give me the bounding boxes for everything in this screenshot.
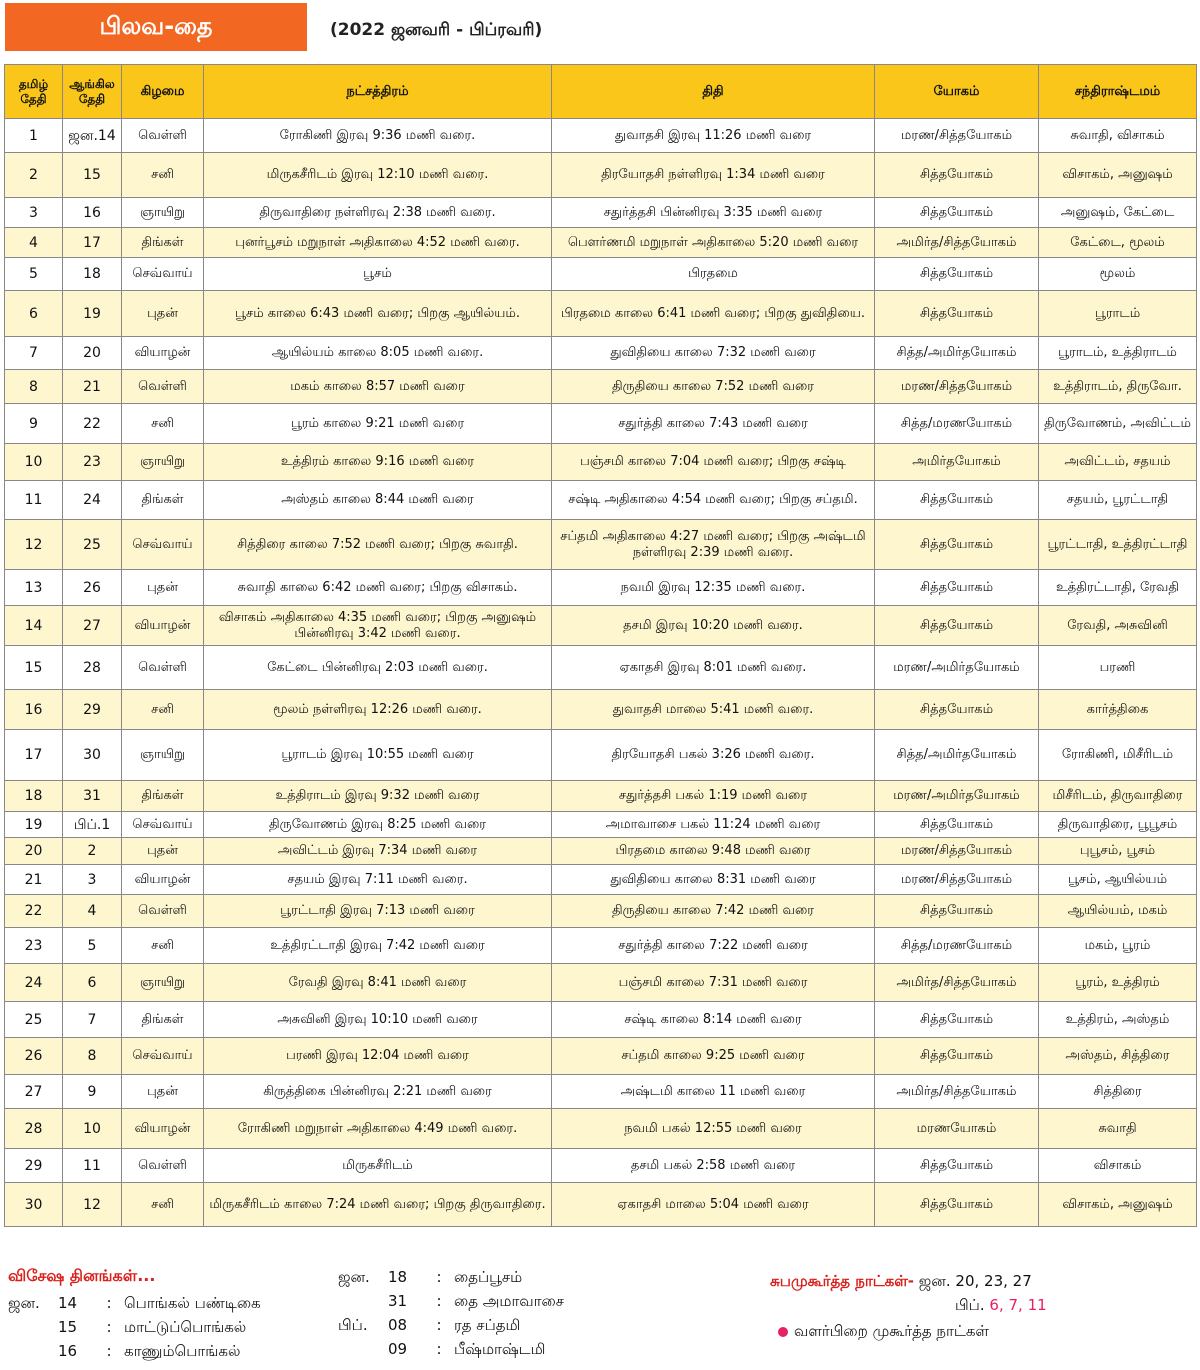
cell-yogam: சித்தயோகம் [875, 258, 1039, 291]
cell-weekday: சனி [122, 1183, 204, 1227]
cell-weekday: புதன் [122, 570, 204, 606]
cell-yogam: அமிர்த/சித்தயோகம் [875, 1075, 1039, 1109]
col-header-tithi: திதி [552, 65, 875, 119]
cell-weekday: புதன் [122, 291, 204, 337]
cell-nakshatra: ஆயில்யம் காலை 8:05 மணி வரை. [204, 337, 552, 370]
auspicious-days [770, 1272, 1032, 1292]
cell-tithi: அமாவாசை பகல் 11:24 மணி வரை [552, 812, 875, 838]
table-row [5, 570, 1197, 606]
cell-nakshatra: மிருகசீரிடம் [204, 1149, 552, 1183]
cell-tamil-date: 8 [5, 370, 63, 404]
cell-nakshatra: பூரம் காலை 9:21 மணி வரை [204, 404, 552, 444]
cell-yogam: சித்தயோகம் [875, 606, 1039, 646]
cell-tamil-date: 5 [5, 258, 63, 291]
table-row [5, 964, 1197, 1002]
cell-yogam: சித்த/மரணயோகம் [875, 404, 1039, 444]
auspicious-jan-prefix: ஜன. [918, 1272, 951, 1290]
cell-tamil-date: 4 [5, 228, 63, 258]
cell-chandrashtamam: பூசம், ஆயில்யம் [1039, 865, 1197, 895]
cell-nakshatra: சதயம் இரவு 7:11 மணி வரை. [204, 865, 552, 895]
cell-tithi: சதுர்த்தி காலை 7:43 மணி வரை [552, 404, 875, 444]
cell-nakshatra: மிருகசீரிடம் இரவு 12:10 மணி வரை. [204, 153, 552, 198]
cell-chandrashtamam: மிசீரிடம், திருவாதிரை [1039, 781, 1197, 812]
table-row [5, 781, 1197, 812]
cell-weekday: செவ்வாய் [122, 520, 204, 570]
cell-tithi: பஞ்சமி காலை 7:04 மணி வரை; பிறகு சஷ்டி [552, 444, 875, 481]
cell-tithi: சப்தமி அதிகாலை 4:27 மணி வரை; பிறகு அஷ்டமி நள்ளிரவு 2:39 மணி வரை. [552, 520, 875, 570]
cell-weekday: சனி [122, 404, 204, 444]
special-day-date: 09 [388, 1340, 408, 1358]
cell-chandrashtamam: திருவாதிரை, பூபூசம் [1039, 812, 1197, 838]
cell-weekday: வியாழன் [122, 337, 204, 370]
cell-tamil-date: 1 [5, 119, 63, 153]
table-row [5, 481, 1197, 520]
cell-chandrashtamam: மகம், பூரம் [1039, 928, 1197, 964]
special-day-item [338, 1268, 522, 1288]
cell-english-date: 28 [63, 646, 122, 690]
cell-nakshatra: அவிட்டம் இரவு 7:34 மணி வரை [204, 838, 552, 865]
cell-weekday: ஞாயிறு [122, 444, 204, 481]
cell-tithi: சஷ்டி அதிகாலை 4:54 மணி வரை; பிறகு சப்தமி. [552, 481, 875, 520]
col-header-chandrashtamam: சந்திராஷ்டமம் [1039, 65, 1197, 119]
table-row [5, 730, 1197, 781]
cell-chandrashtamam: அனுஷம், கேட்டை [1039, 198, 1197, 228]
cell-weekday: திங்கள் [122, 228, 204, 258]
cell-yogam: சித்தயோகம் [875, 1149, 1039, 1183]
cell-tamil-date: 28 [5, 1109, 63, 1149]
special-day-sep: : [436, 1340, 442, 1358]
cell-tamil-date: 9 [5, 404, 63, 444]
cell-english-date: 30 [63, 730, 122, 781]
cell-tithi: நவமி பகல் 12:55 மணி வரை [552, 1109, 875, 1149]
cell-yogam: சித்தயோகம் [875, 481, 1039, 520]
cell-tamil-date: 30 [5, 1183, 63, 1227]
cell-tamil-date: 3 [5, 198, 63, 228]
cell-tithi: சதுர்த்தசி பின்னிரவு 3:35 மணி வரை [552, 198, 875, 228]
cell-tamil-date: 6 [5, 291, 63, 337]
cell-tithi: பௌர்ணமி மறுநாள் அதிகாலை 5:20 மணி வரை [552, 228, 875, 258]
cell-chandrashtamam: அவிட்டம், சதயம் [1039, 444, 1197, 481]
cell-yogam: மரண/சித்தயோகம் [875, 370, 1039, 404]
cell-yogam: அமிர்த/சித்தயோகம் [875, 228, 1039, 258]
col-header-yogam: யோகம் [875, 65, 1039, 119]
cell-nakshatra: கிருத்திகை பின்னிரவு 2:21 மணி வரை [204, 1075, 552, 1109]
cell-english-date: 16 [63, 198, 122, 228]
table-row [5, 1075, 1197, 1109]
cell-chandrashtamam: புபூசம், பூசம் [1039, 838, 1197, 865]
table-row [5, 838, 1197, 865]
cell-nakshatra: அஸ்தம் காலை 8:44 மணி வரை [204, 481, 552, 520]
col-header-weekday: கிழமை [122, 65, 204, 119]
cell-nakshatra: மிருகசீரிடம் காலை 7:24 மணி வரை; பிறகு திருவாதிரை. [204, 1183, 552, 1227]
cell-chandrashtamam: பூராடம் [1039, 291, 1197, 337]
table-body [5, 119, 1197, 1227]
cell-english-date: 22 [63, 404, 122, 444]
table-row [5, 404, 1197, 444]
special-days-heading: விசேஷ தினங்கள்... [8, 1266, 156, 1285]
cell-chandrashtamam: உத்திரட்டாதி, ரேவதி [1039, 570, 1197, 606]
special-day-sep: : [436, 1316, 442, 1334]
cell-chandrashtamam: உத்திராடம், திருவோ. [1039, 370, 1197, 404]
cell-english-date: 19 [63, 291, 122, 337]
cell-tamil-date: 26 [5, 1038, 63, 1075]
cell-yogam: மரண/அமிர்தயோகம் [875, 781, 1039, 812]
cell-chandrashtamam: பூரட்டாதி, உத்திரட்டாதி [1039, 520, 1197, 570]
table-row [5, 646, 1197, 690]
auspicious-days-label: சுபமுகூர்த்த நாட்கள்- [770, 1272, 915, 1290]
cell-english-date: 31 [63, 781, 122, 812]
cell-weekday: வெள்ளி [122, 370, 204, 404]
cell-nakshatra: திருவாதிரை நள்ளிரவு 2:38 மணி வரை. [204, 198, 552, 228]
cell-tithi: சதுர்த்தி காலை 7:22 மணி வரை [552, 928, 875, 964]
special-day-item [8, 1318, 246, 1338]
cell-nakshatra: கேட்டை பின்னிரவு 2:03 மணி வரை. [204, 646, 552, 690]
cell-english-date: 2 [63, 838, 122, 865]
cell-chandrashtamam: விசாகம், அனுஷம் [1039, 1183, 1197, 1227]
table-row [5, 865, 1197, 895]
special-day-sep: : [436, 1292, 442, 1310]
cell-nakshatra: பூராடம் இரவு 10:55 மணி வரை [204, 730, 552, 781]
cell-nakshatra: பூசம் [204, 258, 552, 291]
table-row [5, 1149, 1197, 1183]
cell-nakshatra: பரணி இரவு 12:04 மணி வரை [204, 1038, 552, 1075]
cell-tamil-date: 16 [5, 690, 63, 730]
cell-tamil-date: 14 [5, 606, 63, 646]
cell-chandrashtamam: பூரம், உத்திரம் [1039, 964, 1197, 1002]
cell-english-date: 25 [63, 520, 122, 570]
cell-english-date: 23 [63, 444, 122, 481]
cell-yogam: சித்தயோகம் [875, 291, 1039, 337]
cell-chandrashtamam: பூராடம், உத்திராடம் [1039, 337, 1197, 370]
legend-text: வளர்பிறை முகூர்த்த நாட்கள் [794, 1322, 989, 1340]
special-day-item [338, 1292, 564, 1312]
cell-yogam: சித்தயோகம் [875, 570, 1039, 606]
cell-nakshatra: பூரட்டாதி இரவு 7:13 மணி வரை [204, 895, 552, 928]
cell-nakshatra: திருவோணம் இரவு 8:25 மணி வரை [204, 812, 552, 838]
cell-nakshatra: சித்திரை காலை 7:52 மணி வரை; பிறகு சுவாதி. [204, 520, 552, 570]
table-row [5, 153, 1197, 198]
cell-tamil-date: 25 [5, 1002, 63, 1038]
cell-tamil-date: 10 [5, 444, 63, 481]
cell-tithi: பஞ்சமி காலை 7:31 மணி வரை [552, 964, 875, 1002]
cell-tithi: சப்தமி காலை 9:25 மணி வரை [552, 1038, 875, 1075]
special-day-month: ஜன. [8, 1294, 40, 1312]
cell-tamil-date: 11 [5, 481, 63, 520]
cell-chandrashtamam: சுவாதி, விசாகம் [1039, 119, 1197, 153]
cell-yogam: சித்தயோகம் [875, 520, 1039, 570]
cell-chandrashtamam: கேட்டை, மூலம் [1039, 228, 1197, 258]
cell-weekday: திங்கள் [122, 1002, 204, 1038]
cell-nakshatra: பூசம் காலை 6:43 மணி வரை; பிறகு ஆயில்யம். [204, 291, 552, 337]
cell-weekday: வெள்ளி [122, 119, 204, 153]
cell-weekday: ஞாயிறு [122, 730, 204, 781]
cell-english-date: 20 [63, 337, 122, 370]
footer [0, 1262, 1200, 1370]
special-day-event: தை அமாவாசை [454, 1292, 565, 1310]
cell-nakshatra: உத்திரம் காலை 9:16 மணி வரை [204, 444, 552, 481]
cell-tithi: துவாதசி மாலை 5:41 மணி வரை. [552, 690, 875, 730]
cell-weekday: புதன் [122, 1075, 204, 1109]
cell-tamil-date: 19 [5, 812, 63, 838]
cell-tithi: சதுர்த்தசி பகல் 1:19 மணி வரை [552, 781, 875, 812]
cell-yogam: சித்த/அமிர்தயோகம் [875, 730, 1039, 781]
table-row [5, 606, 1197, 646]
cell-tithi: துவிதியை காலை 7:32 மணி வரை [552, 337, 875, 370]
special-day-sep: : [106, 1318, 112, 1336]
auspicious-jan-dates: 20, 23, 27 [955, 1272, 1032, 1290]
cell-weekday: திங்கள் [122, 481, 204, 520]
legend [778, 1322, 989, 1342]
cell-tithi: திரயோதசி பகல் 3:26 மணி வரை. [552, 730, 875, 781]
cell-english-date: 27 [63, 606, 122, 646]
cell-tithi: திரயோதசி நள்ளிரவு 1:34 மணி வரை [552, 153, 875, 198]
cell-english-date: 7 [63, 1002, 122, 1038]
cell-chandrashtamam: ஆயில்யம், மகம் [1039, 895, 1197, 928]
special-day-item [8, 1294, 261, 1314]
special-day-month: ஜன. [338, 1268, 370, 1286]
special-day-date: 14 [58, 1294, 78, 1312]
cell-english-date: 9 [63, 1075, 122, 1109]
table-row [5, 337, 1197, 370]
cell-english-date: 12 [63, 1183, 122, 1227]
cell-tamil-date: 18 [5, 781, 63, 812]
table-row [5, 1038, 1197, 1075]
cell-chandrashtamam: கார்த்திகை [1039, 690, 1197, 730]
cell-tithi: ஏகாதசி இரவு 8:01 மணி வரை. [552, 646, 875, 690]
special-day-event: தைப்பூசம் [454, 1268, 523, 1286]
special-day-sep: : [106, 1294, 112, 1312]
table-row [5, 228, 1197, 258]
table-row [5, 812, 1197, 838]
cell-english-date: 18 [63, 258, 122, 291]
cell-tithi: நவமி இரவு 12:35 மணி வரை. [552, 570, 875, 606]
cell-chandrashtamam: சித்திரை [1039, 1075, 1197, 1109]
cell-yogam: சித்தயோகம் [875, 198, 1039, 228]
special-day-date: 31 [388, 1292, 408, 1310]
cell-weekday: ஞாயிறு [122, 198, 204, 228]
cell-yogam: சித்தயோகம் [875, 895, 1039, 928]
cell-yogam: சித்தயோகம் [875, 1002, 1039, 1038]
cell-english-date: 8 [63, 1038, 122, 1075]
cell-weekday: செவ்வாய் [122, 258, 204, 291]
cell-english-date: பிப்.1 [63, 812, 122, 838]
bullet-dot-icon [778, 1327, 788, 1337]
cell-tamil-date: 13 [5, 570, 63, 606]
col-header-nakshatra: நட்சத்திரம் [204, 65, 552, 119]
page-subtitle: (2022 ஜனவரி - பிப்ரவரி) [330, 20, 543, 40]
table-row [5, 928, 1197, 964]
cell-tamil-date: 2 [5, 153, 63, 198]
cell-yogam: அமிர்த/சித்தயோகம் [875, 964, 1039, 1002]
cell-tithi: பிரதமை காலை 6:41 மணி வரை; பிறகு துவிதியை. [552, 291, 875, 337]
special-day-event: ரத சப்தமி [454, 1316, 521, 1334]
cell-tithi: பிரதமை [552, 258, 875, 291]
cell-english-date: 17 [63, 228, 122, 258]
cell-yogam: மரணயோகம் [875, 1109, 1039, 1149]
panchangam-table [4, 64, 1197, 1227]
cell-nakshatra: மகம் காலை 8:57 மணி வரை [204, 370, 552, 404]
special-day-event: பீஷ்மாஷ்டமி [454, 1340, 546, 1358]
table-row [5, 520, 1197, 570]
table-header-row [5, 65, 1197, 119]
cell-chandrashtamam: அஸ்தம், சித்திரை [1039, 1038, 1197, 1075]
cell-nakshatra: ரேவதி இரவு 8:41 மணி வரை [204, 964, 552, 1002]
cell-tamil-date: 17 [5, 730, 63, 781]
cell-tamil-date: 29 [5, 1149, 63, 1183]
table-row [5, 1183, 1197, 1227]
cell-nakshatra: விசாகம் அதிகாலை 4:35 மணி வரை; பிறகு அனுஷம் பின்னிரவு 3:42 மணி வரை. [204, 606, 552, 646]
page-title: பிலவ-தை [5, 3, 307, 51]
cell-weekday: செவ்வாய் [122, 812, 204, 838]
cell-weekday: சனி [122, 928, 204, 964]
cell-yogam: சித்தயோகம் [875, 1038, 1039, 1075]
cell-nakshatra: சுவாதி காலை 6:42 மணி வரை; பிறகு விசாகம். [204, 570, 552, 606]
auspicious-feb-line [955, 1296, 1047, 1316]
cell-english-date: 3 [63, 865, 122, 895]
cell-chandrashtamam: உத்திரம், அஸ்தம் [1039, 1002, 1197, 1038]
cell-weekday: வெள்ளி [122, 895, 204, 928]
cell-chandrashtamam: சுவாதி [1039, 1109, 1197, 1149]
table-row [5, 1002, 1197, 1038]
cell-english-date: 24 [63, 481, 122, 520]
cell-nakshatra: அசுவினி இரவு 10:10 மணி வரை [204, 1002, 552, 1038]
special-day-month: பிப். [338, 1316, 368, 1334]
cell-yogam: மரண/சித்தயோகம் [875, 838, 1039, 865]
special-day-event: காணும்பொங்கல் [124, 1342, 241, 1360]
cell-tamil-date: 20 [5, 838, 63, 865]
cell-tithi: தசமி பகல் 2:58 மணி வரை [552, 1149, 875, 1183]
cell-tamil-date: 12 [5, 520, 63, 570]
cell-tamil-date: 24 [5, 964, 63, 1002]
cell-weekday: சனி [122, 153, 204, 198]
cell-tithi: திருதியை காலை 7:52 மணி வரை [552, 370, 875, 404]
special-day-item [338, 1340, 545, 1360]
cell-tithi: பிரதமை காலை 9:48 மணி வரை [552, 838, 875, 865]
cell-weekday: ஞாயிறு [122, 964, 204, 1002]
cell-tithi: சஷ்டி காலை 8:14 மணி வரை [552, 1002, 875, 1038]
cell-chandrashtamam: மூலம் [1039, 258, 1197, 291]
cell-tithi: துவாதசி இரவு 11:26 மணி வரை [552, 119, 875, 153]
cell-tamil-date: 23 [5, 928, 63, 964]
cell-english-date: 11 [63, 1149, 122, 1183]
special-day-date: 15 [58, 1318, 78, 1336]
cell-tithi: தசமி இரவு 10:20 மணி வரை. [552, 606, 875, 646]
cell-tithi: ஏகாதசி மாலை 5:04 மணி வரை [552, 1183, 875, 1227]
cell-yogam: சித்தயோகம் [875, 153, 1039, 198]
cell-chandrashtamam: திருவோணம், அவிட்டம் [1039, 404, 1197, 444]
cell-english-date: 26 [63, 570, 122, 606]
table-row [5, 198, 1197, 228]
cell-tamil-date: 7 [5, 337, 63, 370]
cell-yogam: சித்த/மரணயோகம் [875, 928, 1039, 964]
cell-tithi: திருதியை காலை 7:42 மணி வரை [552, 895, 875, 928]
cell-nakshatra: உத்திரட்டாதி இரவு 7:42 மணி வரை [204, 928, 552, 964]
cell-yogam: சித்தயோகம் [875, 812, 1039, 838]
special-day-date: 18 [388, 1268, 408, 1286]
cell-chandrashtamam: விசாகம் [1039, 1149, 1197, 1183]
cell-nakshatra: உத்திராடம் இரவு 9:32 மணி வரை [204, 781, 552, 812]
cell-english-date: ஜன.14 [63, 119, 122, 153]
cell-weekday: புதன் [122, 838, 204, 865]
cell-yogam: மரண/சித்தயோகம் [875, 865, 1039, 895]
cell-yogam: மரண/அமிர்தயோகம் [875, 646, 1039, 690]
table-row [5, 895, 1197, 928]
cell-english-date: 4 [63, 895, 122, 928]
cell-tamil-date: 21 [5, 865, 63, 895]
cell-tithi: அஷ்டமி காலை 11 மணி வரை [552, 1075, 875, 1109]
cell-weekday: வியாழன் [122, 865, 204, 895]
cell-english-date: 5 [63, 928, 122, 964]
cell-english-date: 21 [63, 370, 122, 404]
cell-chandrashtamam: விசாகம், அனுஷம் [1039, 153, 1197, 198]
table-row [5, 119, 1197, 153]
special-day-date: 08 [388, 1316, 408, 1334]
cell-yogam: சித்த/அமிர்தயோகம் [875, 337, 1039, 370]
special-day-item [8, 1342, 240, 1362]
cell-weekday: சனி [122, 690, 204, 730]
cell-yogam: சித்தயோகம் [875, 690, 1039, 730]
cell-english-date: 6 [63, 964, 122, 1002]
cell-yogam: சித்தயோகம் [875, 1183, 1039, 1227]
table-row [5, 1109, 1197, 1149]
cell-english-date: 15 [63, 153, 122, 198]
table-row [5, 291, 1197, 337]
cell-weekday: வியாழன் [122, 606, 204, 646]
table-row [5, 258, 1197, 291]
col-header-english-date: ஆங்கில தேதி [63, 65, 122, 119]
cell-weekday: திங்கள் [122, 781, 204, 812]
cell-tithi: துவிதியை காலை 8:31 மணி வரை [552, 865, 875, 895]
cell-tamil-date: 15 [5, 646, 63, 690]
col-header-tamil-date: தமிழ் தேதி [5, 65, 63, 119]
special-day-event: பொங்கல் பண்டிகை [124, 1294, 261, 1312]
special-day-date: 16 [58, 1342, 78, 1360]
cell-nakshatra: ரோகிணி இரவு 9:36 மணி வரை. [204, 119, 552, 153]
cell-english-date: 29 [63, 690, 122, 730]
cell-chandrashtamam: பரணி [1039, 646, 1197, 690]
cell-tamil-date: 22 [5, 895, 63, 928]
cell-weekday: வெள்ளி [122, 1149, 204, 1183]
cell-tamil-date: 27 [5, 1075, 63, 1109]
special-day-item [338, 1316, 520, 1336]
cell-english-date: 10 [63, 1109, 122, 1149]
cell-weekday: வெள்ளி [122, 646, 204, 690]
cell-weekday: வியாழன் [122, 1109, 204, 1149]
cell-nakshatra: மூலம் நள்ளிரவு 12:26 மணி வரை. [204, 690, 552, 730]
cell-yogam: அமிர்தயோகம் [875, 444, 1039, 481]
cell-yogam: மரண/சித்தயோகம் [875, 119, 1039, 153]
cell-chandrashtamam: ரேவதி, அசுவினி [1039, 606, 1197, 646]
cell-chandrashtamam: சதயம், பூரட்டாதி [1039, 481, 1197, 520]
auspicious-feb-dates: 6, 7, 11 [989, 1296, 1047, 1314]
cell-nakshatra: புனர்பூசம் மறுநாள் அதிகாலை 4:52 மணி வரை. [204, 228, 552, 258]
special-day-sep: : [106, 1342, 112, 1360]
table-row [5, 690, 1197, 730]
cell-chandrashtamam: ரோகிணி, மிசீரிடம் [1039, 730, 1197, 781]
table-row [5, 370, 1197, 404]
cell-weekday: செவ்வாய் [122, 1038, 204, 1075]
special-day-event: மாட்டுப்பொங்கல் [124, 1318, 247, 1336]
cell-nakshatra: ரோகிணி மறுநாள் அதிகாலை 4:49 மணி வரை. [204, 1109, 552, 1149]
auspicious-feb-prefix: பிப். [955, 1296, 985, 1314]
special-day-sep: : [436, 1268, 442, 1286]
table-row [5, 444, 1197, 481]
